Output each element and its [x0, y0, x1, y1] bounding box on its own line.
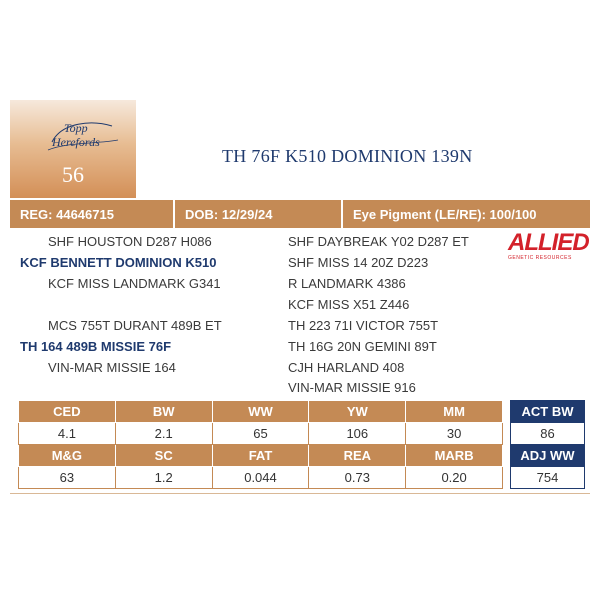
epd-header: WW: [212, 401, 309, 423]
act-bw-value: 86: [511, 423, 585, 445]
reg-number: REG: 44646715: [10, 200, 175, 228]
epd-value-row-2: [19, 467, 503, 489]
epd-value: 30: [406, 423, 503, 445]
pedigree-dam-dam: VIN-MAR MISSIE 164: [48, 360, 176, 375]
pedigree-sire: KCF BENNETT DOMINION K510: [20, 255, 217, 270]
pedigree-dd-dam: VIN-MAR MISSIE 916: [288, 380, 416, 395]
info-bar: [10, 200, 590, 228]
pedigree-sd-sire: R LANDMARK 4386: [288, 276, 406, 291]
pedigree-ds-dam: TH 16G 20N GEMINI 89T: [288, 339, 437, 354]
pedigree-sd-dam: KCF MISS X51 Z446: [288, 297, 410, 312]
epd-value: 106: [309, 423, 406, 445]
epd-value: 0.044: [212, 467, 309, 489]
epd-value: 65: [212, 423, 309, 445]
epd-header: REA: [309, 445, 406, 467]
epd-value: 63: [19, 467, 116, 489]
epd-table: [18, 400, 503, 489]
topp-herefords-logo: [42, 112, 122, 160]
allied-subtitle: GENETIC RESOURCES: [508, 255, 572, 261]
allied-wordmark: ALLIED: [508, 229, 589, 256]
epd-header-row-2: [19, 445, 503, 467]
adj-ww-header: ADJ WW: [511, 445, 585, 467]
svg-text:Topp: Topp: [64, 121, 88, 135]
card-bottom-divider: [10, 493, 590, 494]
lot-number: 56: [62, 162, 84, 187]
epd-header: SC: [115, 445, 212, 467]
pedigree-ds-sire: TH 223 71I VICTOR 755T: [288, 318, 439, 333]
dob: DOB: 12/29/24: [175, 200, 343, 228]
epd-header: BW: [115, 401, 212, 423]
pedigree-ss-dam: SHF MISS 14 20Z D223: [288, 255, 429, 270]
pedigree-ss-sire: SHF DAYBREAK Y02 D287 ET: [288, 234, 469, 249]
epd-value: 0.20: [406, 467, 503, 489]
epd-header: FAT: [212, 445, 309, 467]
epd-header: MM: [406, 401, 503, 423]
actual-weights-table: [510, 400, 585, 489]
lot-logo-box: [10, 100, 136, 198]
adj-ww-value: 754: [511, 467, 585, 489]
allied-logo: [508, 229, 589, 264]
pedigree-sire-sire: SHF HOUSTON D287 H086: [48, 234, 212, 249]
epd-header-row-1: [19, 401, 503, 423]
epd-header: YW: [309, 401, 406, 423]
svg-text:Herefords: Herefords: [52, 135, 100, 149]
epd-value: 4.1: [19, 423, 116, 445]
epd-value: 1.2: [115, 467, 212, 489]
act-bw-header: ACT BW: [511, 401, 585, 423]
pedigree-dd-sire: CJH HARLAND 408: [288, 360, 405, 375]
epd-value: 2.1: [115, 423, 212, 445]
epd-header: M&G: [19, 445, 116, 467]
pedigree-dam-sire: MCS 755T DURANT 489B ET: [48, 318, 222, 333]
epd-header: MARB: [406, 445, 503, 467]
pedigree-dam: TH 164 489B MISSIE 76F: [20, 339, 172, 354]
animal-name: TH 76F K510 DOMINION 139N: [222, 146, 473, 166]
epd-value: 0.73: [309, 467, 406, 489]
epd-header: CED: [19, 401, 116, 423]
eye-pigment: Eye Pigment (LE/RE): 100/100: [353, 206, 537, 222]
epd-value-row-1: [19, 423, 503, 445]
pedigree-sire-dam: KCF MISS LANDMARK G341: [48, 276, 221, 291]
